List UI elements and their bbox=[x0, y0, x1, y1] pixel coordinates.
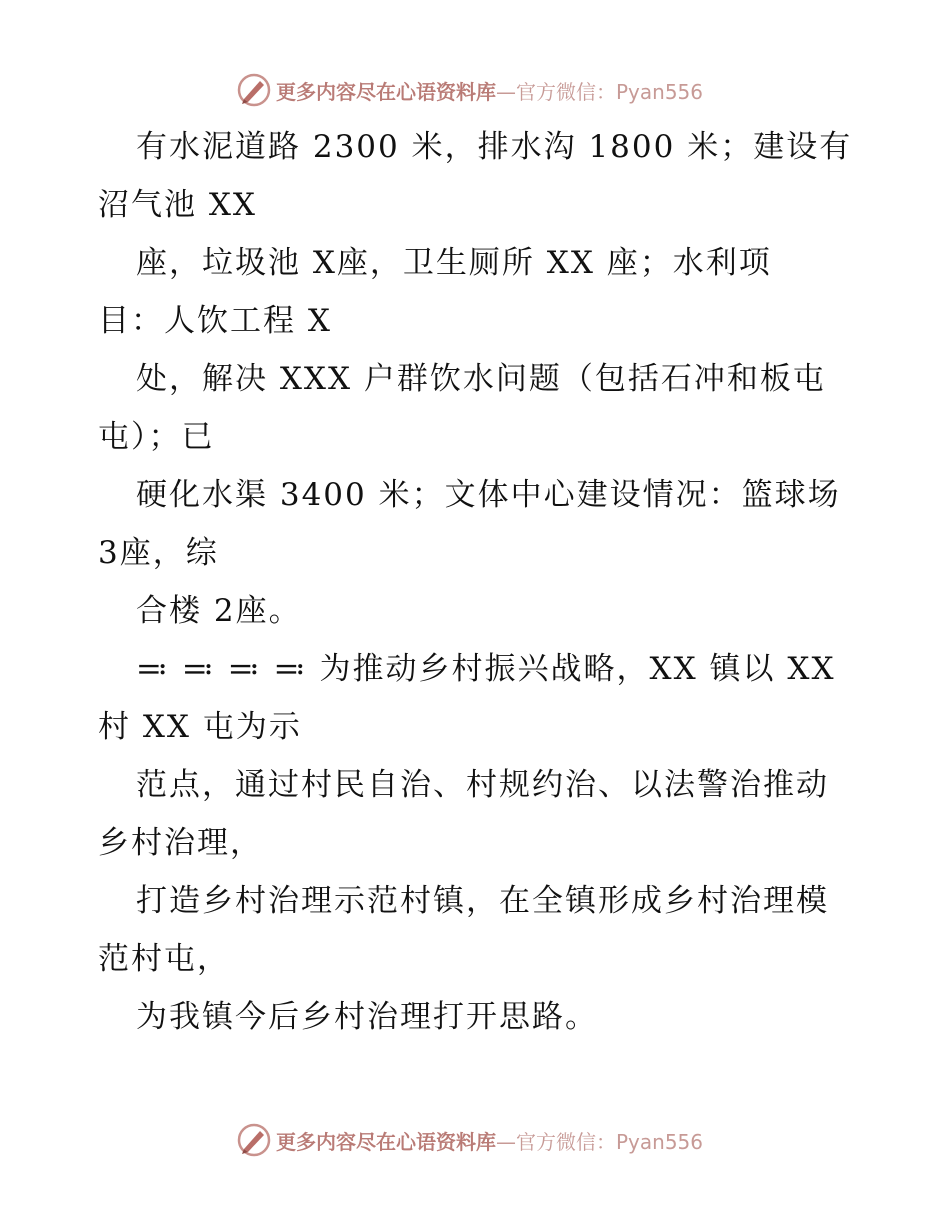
text-line: 村 XX 屯为示 bbox=[98, 709, 302, 745]
paragraph bbox=[98, 118, 858, 234]
paragraph bbox=[98, 350, 858, 466]
paragraph bbox=[98, 640, 858, 756]
watermark-text: 更多内容尽在心语资料库—官方微信：Pyan556 bbox=[276, 1129, 704, 1154]
document-body bbox=[98, 118, 858, 1046]
header-watermark bbox=[236, 70, 703, 110]
text-line: 处，解决 XXX 户群饮水问题（包括石冲和板屯 bbox=[136, 361, 826, 397]
paragraph bbox=[98, 466, 858, 582]
paragraph bbox=[98, 988, 858, 1046]
text-line: 屯）；已 bbox=[98, 419, 215, 455]
text-line: 3座，综 bbox=[98, 535, 219, 571]
text-line: 目：人饮工程 X bbox=[98, 303, 332, 339]
text-line: 合楼 2座。 bbox=[136, 593, 302, 629]
text-line: 座，垃圾池 X座，卫生厕所 XX 座；水利项 bbox=[136, 245, 772, 281]
paragraph bbox=[98, 582, 858, 640]
pen-circle-logo-icon bbox=[236, 1122, 272, 1158]
paragraph bbox=[98, 756, 858, 872]
paragraph bbox=[98, 872, 858, 988]
text-line: 范村屯， bbox=[98, 941, 230, 977]
text-line: 打造乡村治理示范村镇，在全镇形成乡村治理模 bbox=[136, 883, 829, 919]
pen-circle-logo-icon bbox=[236, 72, 272, 108]
footer-watermark bbox=[236, 1120, 703, 1160]
watermark-text: 更多内容尽在心语资料库—官方微信：Pyan556 bbox=[276, 79, 704, 104]
text-line: 有水泥道路 2300 米，排水沟 1800 米；建设有 bbox=[136, 129, 853, 165]
paragraph bbox=[98, 234, 858, 350]
text-line: 范点，通过村民自治、村规约治、以法警治推动 bbox=[136, 767, 829, 803]
text-line: 为我镇今后乡村治理打开思路。 bbox=[136, 999, 598, 1035]
text-line: 硬化水渠 3400 米；文体中心建设情况：篮球场 bbox=[136, 477, 841, 513]
text-line: ≕ ≕ ≕ ≕ 为推动乡村振兴战略，XX 镇以 XX bbox=[136, 651, 836, 687]
text-line: 沼气池 XX bbox=[98, 187, 257, 223]
text-line: 乡村治理， bbox=[98, 825, 263, 861]
